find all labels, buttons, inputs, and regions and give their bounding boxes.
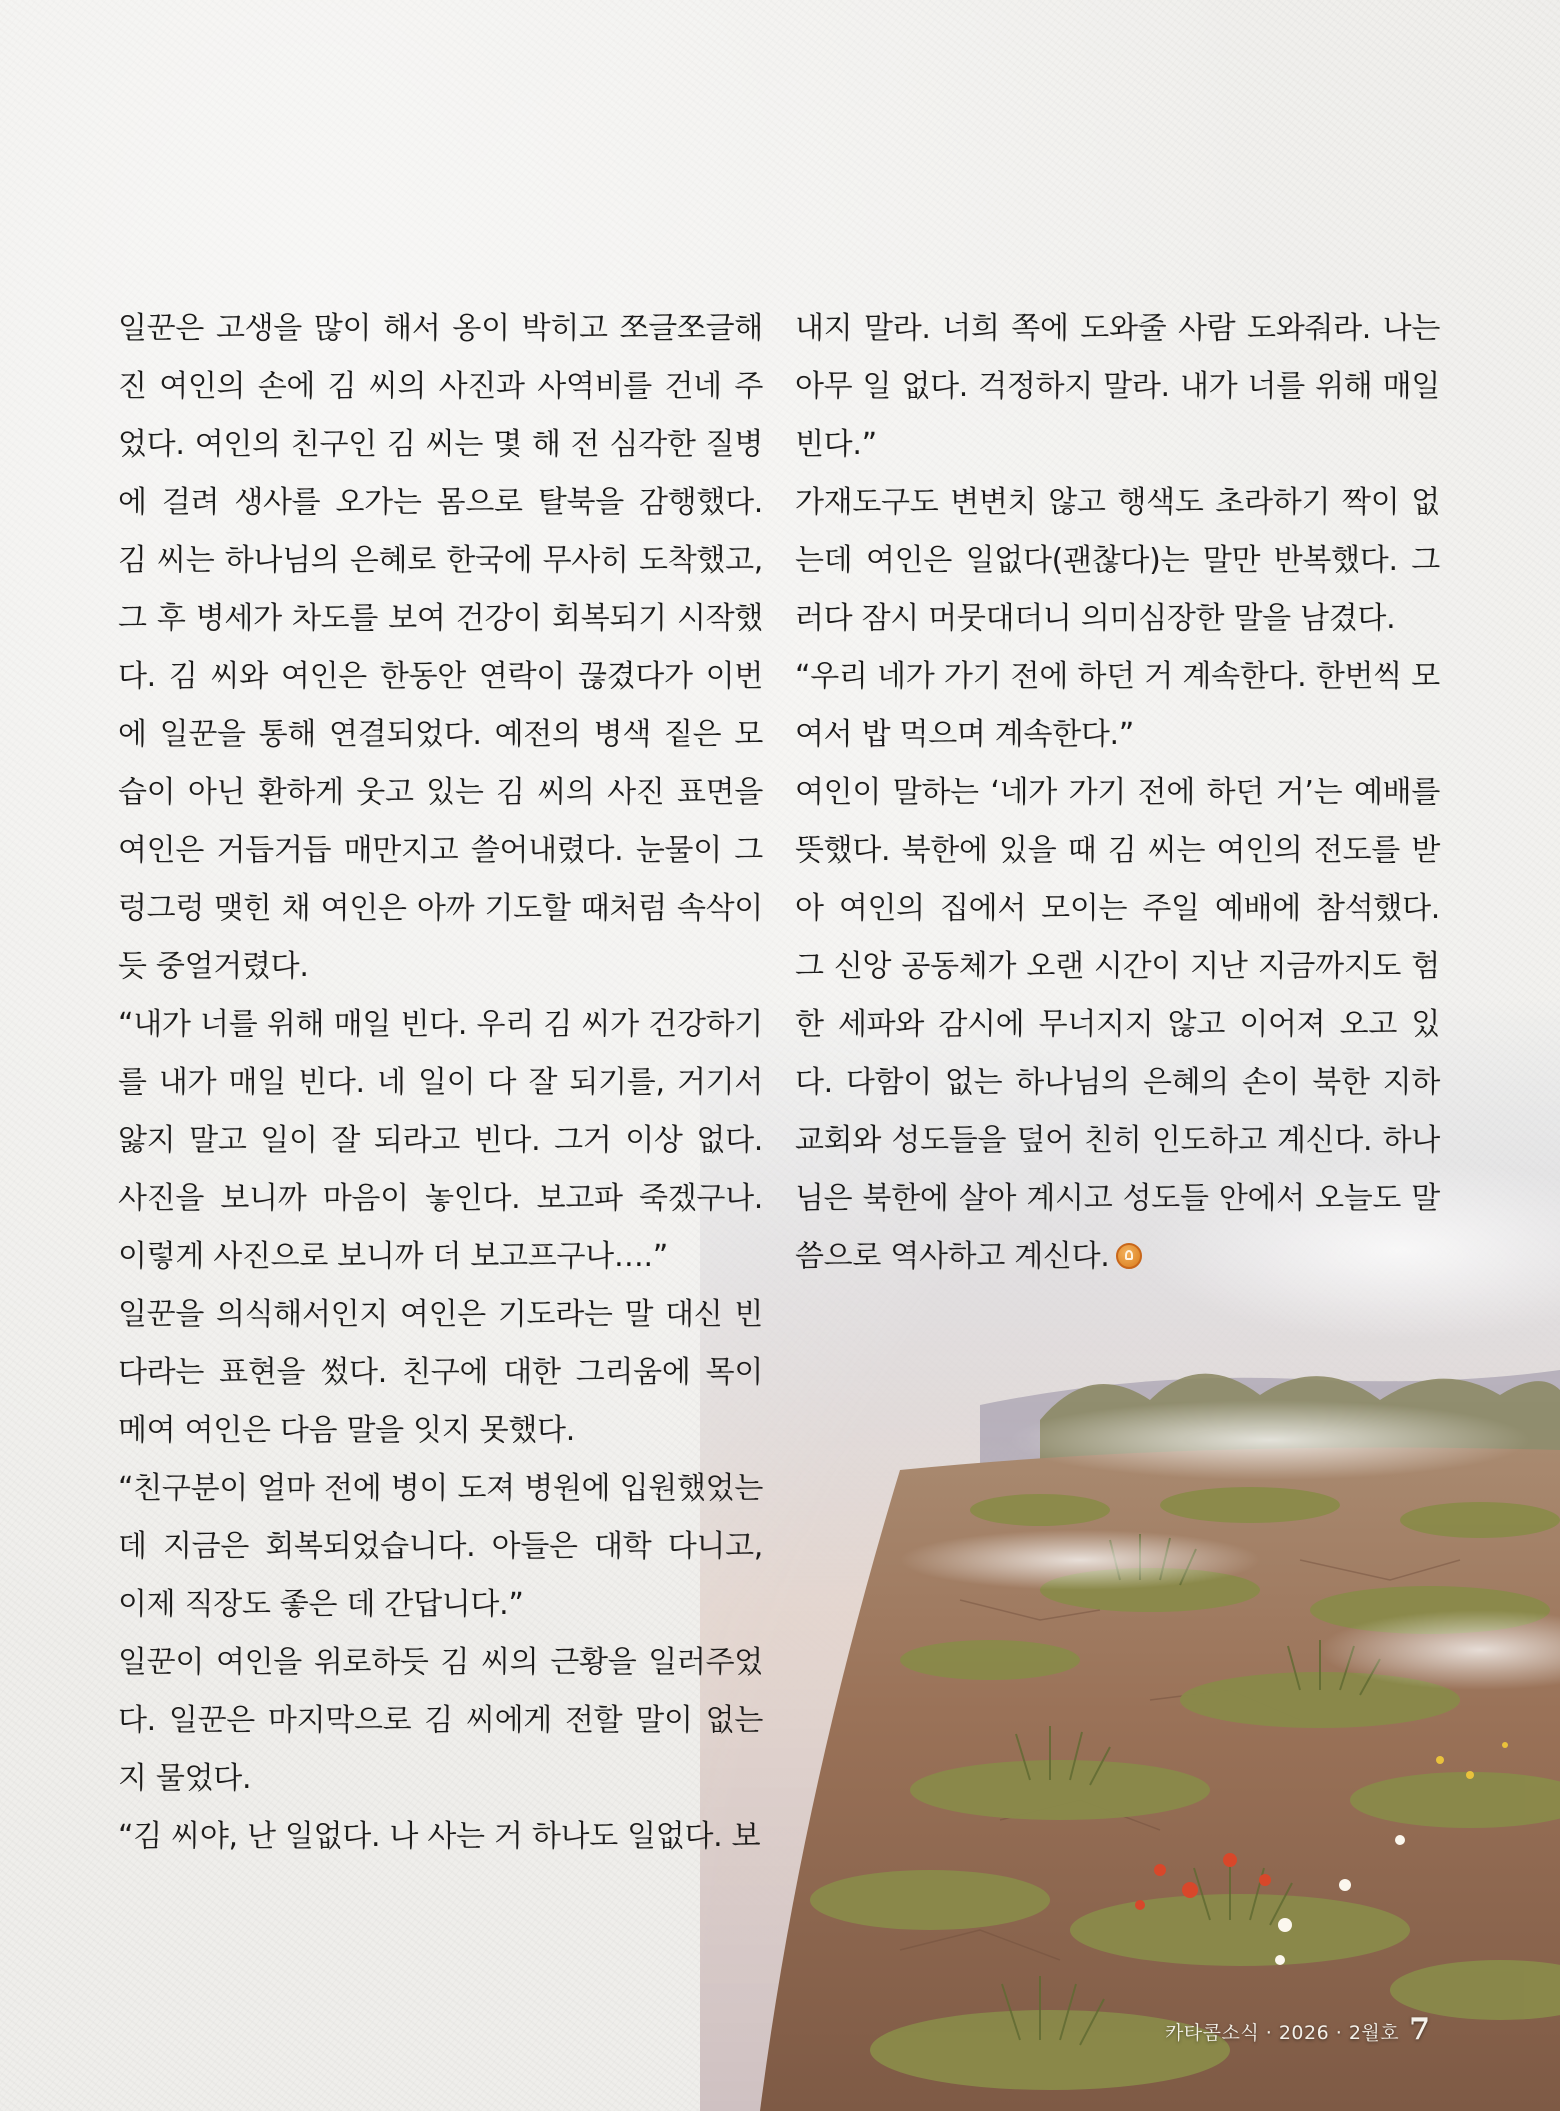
- paragraph: “내가 너를 위해 매일 빈다. 우리 김 씨가 건강하기를 내가 매일 빈다. 네 일이 다 잘 되기를, 거기서 앓지 말고 일이 잘 되라고 빈다. 그거 이상 없다. 사진을 보니까 마음이 놓인다. 보고파 죽겠구나. 이렇게 사진으로 보니까 더 보고프구나….”: [118, 1007, 763, 1274]
- paragraph-text: 여인이 말하는 ‘네가 가기 전에 하던 거’는 예배를 뜻했다. 북한에 있을 때 김 씨는 여인의 전도를 받아 여인의 집에서 모이는 주일 예배에 참석했다. 그 신앙 공동체가 오랜 시간이 지난 지금까지도 험한 세파와 감시에 무너지지 않고 이어져 오고 있다. 다함이 없는 하나님의 은혜의 손이 북한 지하교회와 성도들을 덮어 친히 인도하고 계신다. 하나님은 북한에 살아 계시고 성도들 안에서 오늘도 말씀으로 역사하고 계신다.: [795, 775, 1440, 1274]
- article-column-left: [118, 300, 763, 1866]
- article-column-right: [795, 300, 1440, 1286]
- closing-paragraph: [795, 764, 1440, 1286]
- paragraph: 일꾼은 고생을 많이 해서 옹이 박히고 쪼글쪼글해진 여인의 손에 김 씨의 사진과 사역비를 건네 주었다. 여인의 친구인 김 씨는 몇 해 전 심각한 질병에 걸려 생사를 오가는 몸으로 탈북을 감행했다. 김 씨는 하나님의 은혜로 한국에 무사히 도착했고, 그 후 병세가 차도를 보여 건강이 회복되기 시작했다. 김 씨와 여인은 한동안 연락이 끊겼다가 이번에 일꾼을 통해 연결되었다. 예전의 병색 짙은 모습이 아닌 환하게 웃고 있는 김 씨의 사진 표면을 여인은 거듭거듭 매만지고 쓸어내렸다. 눈물이 그렁그렁 맺힌 채 여인은 아까 기도할 때처럼 속삭이듯 중얼거렸다.: [118, 311, 763, 984]
- paragraph: 내지 말라. 너희 쪽에 도와줄 사람 도와줘라. 나는 아무 일 없다. 걱정하지 말라. 내가 너를 위해 매일 빈다.”: [795, 311, 1440, 462]
- paragraph: “우리 네가 가기 전에 하던 거 계속한다. 한번씩 모여서 밥 먹으며 계속한다.”: [795, 659, 1440, 752]
- cross-circle-icon: [1116, 1243, 1142, 1269]
- paragraph: “김 씨야, 난 일없다. 나 사는 거 하나도 일없다. 보: [118, 1819, 761, 1854]
- page-number: 7: [1409, 2012, 1430, 2047]
- paragraph: 일꾼을 의식해서인지 여인은 기도라는 말 대신 빈다라는 표현을 썼다. 친구에 대한 그리움에 목이 메여 여인은 다음 말을 잇지 못했다.: [118, 1297, 763, 1448]
- paragraph: 가재도구도 변변치 않고 행색도 초라하기 짝이 없는데 여인은 일없다(괜찮다)는 말만 반복했다. 그러다 잠시 머뭇대더니 의미심장한 말을 남겼다.: [795, 485, 1440, 636]
- page-footer: [1165, 2012, 1430, 2047]
- paragraph: 일꾼이 여인을 위로하듯 김 씨의 근황을 일러주었다. 일꾼은 마지막으로 김 씨에게 전할 말이 없는지 물었다.: [118, 1645, 763, 1796]
- magazine-issue: 카타콤소식 · 2026 · 2월호: [1164, 2022, 1400, 2044]
- paragraph: “친구분이 얼마 전에 병이 도져 병원에 입원했었는데 지금은 회복되었습니다. 아들은 대학 다니고, 이제 직장도 좋은 데 간답니다.”: [118, 1471, 763, 1622]
